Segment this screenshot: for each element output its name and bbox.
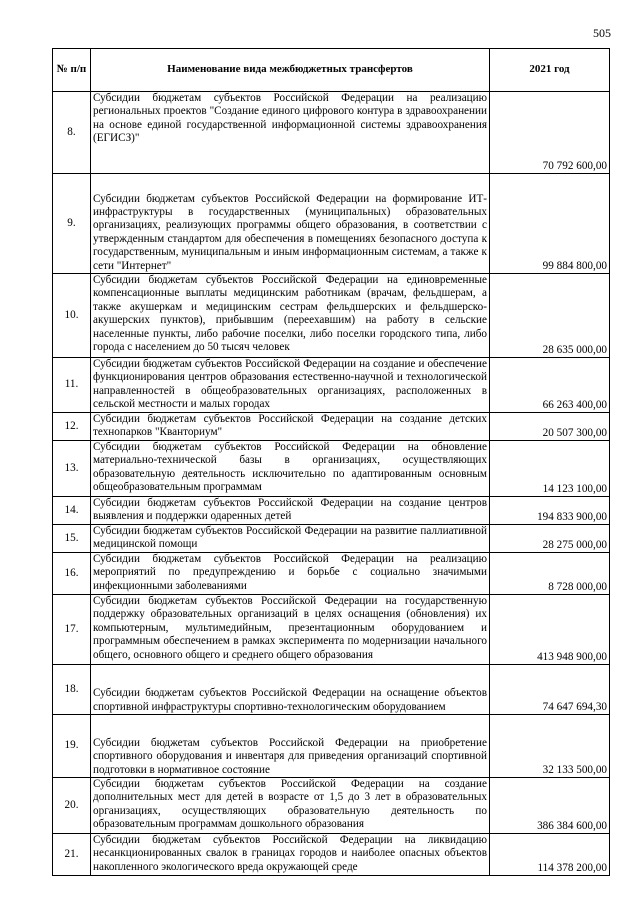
row-amount: 28 275 000,00	[490, 525, 610, 553]
row-description: Субсидии бюджетам субъектов Российской Федерации на создание центров выявления и поддержки одаренных детей	[91, 497, 490, 525]
table-row	[53, 525, 610, 553]
row-description: Субсидии бюджетам субъектов Российской Федерации на создание дополнительных мест для детей в возрасте от 1,5 до 3 лет в образовательных организациях, осуществляющих образовательную деятельность по образовательным программам дошкольного образования	[91, 778, 490, 834]
row-description: Субсидии бюджетам субъектов Российской Федерации на создание и обеспечение функционирования центров образования естественно-научной и технологической направленностей в общеобразовательных организациях, расположенных в сельской местности и малых городах	[91, 358, 490, 413]
row-number: 9.	[53, 174, 91, 274]
row-number: 13.	[53, 441, 91, 497]
row-amount: 74 647 694,30	[490, 665, 610, 715]
table-row	[53, 778, 610, 834]
row-number: 16.	[53, 553, 91, 595]
row-number: 21.	[53, 834, 91, 876]
row-amount: 28 635 000,00	[490, 274, 610, 358]
row-amount: 14 123 100,00	[490, 441, 610, 497]
header-name: Наименование вида межбюджетных трансфертов	[91, 49, 490, 92]
row-number: 15.	[53, 525, 91, 553]
header-year: 2021 год	[490, 49, 610, 92]
header-number: № п/п	[53, 49, 91, 92]
row-amount: 8 728 000,00	[490, 553, 610, 595]
row-number: 10.	[53, 274, 91, 358]
table-row	[53, 553, 610, 595]
row-number: 18.	[53, 665, 91, 715]
row-amount: 70 792 600,00	[490, 92, 610, 174]
row-description: Субсидии бюджетам субъектов Российской Федерации на ликвидацию несанкционированных свалок в границах городов и наиболее опасных объектов накопленного экологического вреда окружающей среде	[91, 834, 490, 876]
table-row	[53, 497, 610, 525]
table-row	[53, 665, 610, 715]
table-row	[53, 441, 610, 497]
row-number: 8.	[53, 92, 91, 174]
page-number: 505	[593, 26, 611, 40]
row-amount: 66 263 400,00	[490, 358, 610, 413]
row-amount: 20 507 300,00	[490, 413, 610, 441]
table-header-row	[53, 49, 610, 92]
row-number: 20.	[53, 778, 91, 834]
row-amount: 114 378 200,00	[490, 834, 610, 876]
table-row	[53, 413, 610, 441]
table-row	[53, 358, 610, 413]
row-description: Субсидии бюджетам субъектов Российской Федерации на создание детских технопарков "Кванториум"	[91, 413, 490, 441]
row-number: 17.	[53, 595, 91, 665]
table-row	[53, 834, 610, 876]
row-description: Субсидии бюджетам субъектов Российской Федерации на реализацию региональных проектов "Создание единого цифрового контура в здравоохранении на основе единой государственной информационной системы здравоохранения (ЕГИСЗ)"	[91, 92, 490, 174]
table-row	[53, 715, 610, 778]
row-amount: 99 884 800,00	[490, 174, 610, 274]
row-amount: 32 133 500,00	[490, 715, 610, 778]
row-number: 19.	[53, 715, 91, 778]
row-description: Субсидии бюджетам субъектов Российской Федерации на формирование ИТ-инфраструктуры в государственных (муниципальных) образовательных организациях, реализующих программы общего образования, в соответствии с утвержденным стандартом для обеспечения в помещениях безопасного доступа к государственным, муниципальным и иным информационным системам, а также к сети "Интернет"	[91, 174, 490, 274]
table-row	[53, 174, 610, 274]
table-row	[53, 92, 610, 174]
row-number: 12.	[53, 413, 91, 441]
row-number: 11.	[53, 358, 91, 413]
table-row	[53, 595, 610, 665]
row-description: Субсидии бюджетам субъектов Российской Федерации на развитие паллиативной медицинской помощи	[91, 525, 490, 553]
row-description: Субсидии бюджетам субъектов Российской Федерации на приобретение спортивного оборудования и инвентаря для приведения организаций спортивной подготовки в нормативное состояние	[91, 715, 490, 778]
row-description: Субсидии бюджетам субъектов Российской Федерации на единовременные компенсационные выплаты медицинским работникам (врачам, фельдшерам, а также акушеркам и медицинским сестрам фельдшерских и фельдшерско-акушерских пунктов), прибывшим (переехавшим) на работу в сельские населенные пункты, либо рабочие поселки, либо поселки городского типа, либо города с населением до 50 тысяч человек	[91, 274, 490, 358]
table-row	[53, 274, 610, 358]
row-description: Субсидии бюджетам субъектов Российской Федерации на оснащение объектов спортивной инфраструктуры спортивно-технологическим оборудованием	[91, 665, 490, 715]
row-description: Субсидии бюджетам субъектов Российской Федерации на обновление материально-технической базы в организациях, осуществляющих образовательную деятельность исключительно по адаптированным основным общеобразовательным программам	[91, 441, 490, 497]
row-amount: 413 948 900,00	[490, 595, 610, 665]
row-number: 14.	[53, 497, 91, 525]
row-amount: 194 833 900,00	[490, 497, 610, 525]
row-amount: 386 384 600,00	[490, 778, 610, 834]
transfers-table	[52, 48, 610, 876]
row-description: Субсидии бюджетам субъектов Российской Федерации на реализацию мероприятий по предупреждению и борьбе с социально значимыми инфекционными заболеваниями	[91, 553, 490, 595]
row-description: Субсидии бюджетам субъектов Российской Федерации на государственную поддержку образовательных организаций в целях оснащения (обновления) их компьютерным, мультимедийным, презентационным оборудованием и программным обеспечением в рамках эксперимента по модернизации начального общего, основного общего и среднего общего образования	[91, 595, 490, 665]
